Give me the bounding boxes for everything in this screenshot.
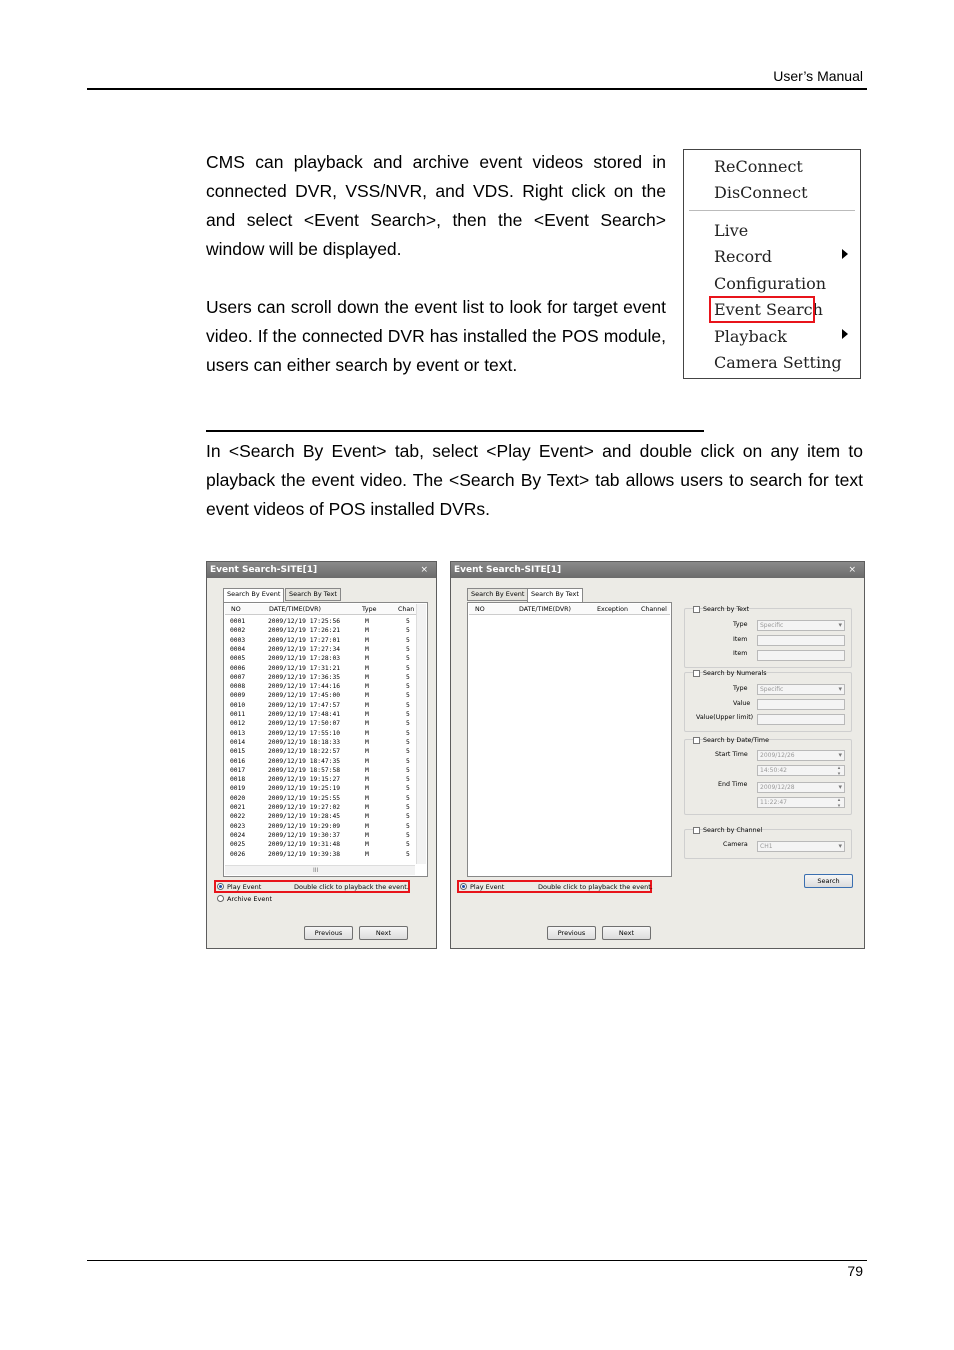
text-item-input[interactable] [757,635,845,646]
play-event-radio[interactable] [460,883,467,890]
event-search-window-text [450,561,865,949]
cell-channel: 5 [406,645,410,653]
cell-datetime: 2009/12/19 18:22:57 [268,748,341,756]
cell-no: 0018 [230,776,246,784]
event-search-highlight [709,296,815,323]
previous-button[interactable]: Previous [547,926,596,940]
text-type-label: Type [733,621,748,628]
text-item-label-2: Item [733,650,748,657]
search-by-datetime-checkbox[interactable] [693,737,700,744]
cell-datetime: 2009/12/19 19:39:38 [268,850,341,858]
search-by-channel-group [684,829,852,859]
column-no[interactable]: NO [475,606,485,613]
cell-channel: 5 [406,636,410,644]
header-rule [87,88,867,90]
cell-no: 0006 [230,664,246,672]
submenu-arrow-icon [842,249,848,259]
cell-channel: 5 [406,618,410,625]
event-search-window-event [206,561,437,949]
cell-no: 0017 [230,766,246,774]
cell-datetime: 2009/12/19 17:25:56 [268,618,341,625]
table-row[interactable] [224,795,415,804]
cell-datetime: 2009/12/19 19:25:19 [268,785,341,793]
cell-datetime: 2009/12/19 17:36:35 [268,673,341,681]
next-button[interactable]: Next [359,926,408,940]
cell-type: M [365,645,369,653]
cell-type: M [365,850,369,858]
cell-type: M [365,701,369,709]
close-icon[interactable]: × [420,565,428,575]
numerals-type-select[interactable]: Specific ▾ [757,684,845,695]
cell-channel: 5 [406,822,410,830]
table-row[interactable] [224,739,415,748]
cell-type: M [365,794,369,802]
table-row[interactable] [224,823,415,832]
start-time-spinner[interactable]: 14:50:42 ▴▾ [757,765,845,776]
cell-no: 0025 [230,841,246,849]
end-time-label: End Time [718,781,748,788]
cell-type: M [365,738,369,746]
table-row[interactable] [224,655,415,664]
search-by-text-label: Search by Text [703,606,750,613]
numerals-upper-input[interactable] [757,714,845,725]
cell-type: M [365,673,369,681]
previous-button[interactable]: Previous [304,926,353,940]
menu-item-playback[interactable]: Playback [714,327,787,346]
cell-no: 0008 [230,683,246,691]
search-by-event-paragraph: In <Search By Event> tab, select <Play Event> and double click on any item to playback the event video. The <Search By Text> tab allows users to search for text event videos of POS installed DVRs. [206,441,863,519]
table-row[interactable] [224,702,415,711]
table-row[interactable] [224,813,415,822]
cell-channel: 5 [406,757,410,765]
vertical-scrollbar[interactable] [416,604,426,864]
menu-item-record[interactable]: Record [714,247,772,266]
archive-event-label: Archive Event [227,895,273,903]
cell-type: M [365,748,369,756]
scroll-paragraph: Users can scroll down the event list to look for target event video. If the connected DVR has installed the POS module, users can either search by event or text. [206,297,666,375]
play-event-label: Play Event [470,883,505,891]
window-title: Event Search-SITE[1] [207,562,436,578]
archive-event-radio[interactable] [217,895,224,902]
column-datetime[interactable]: DATE/TIME(DVR) [519,606,571,613]
cell-no: 0013 [230,729,246,737]
search-by-text-checkbox[interactable] [693,606,700,613]
column-type[interactable]: Type [362,606,377,613]
search-by-channel-checkbox[interactable] [693,827,700,834]
text-type-select[interactable]: Specific ▾ [757,620,845,631]
numerals-value-label: Value [733,700,751,707]
search-button[interactable]: Search [804,874,853,888]
cell-channel: 5 [406,701,410,709]
cell-no: 0016 [230,757,246,765]
table-row[interactable] [224,646,415,655]
cell-type: M [365,627,369,635]
cell-type: M [365,813,369,821]
cell-type: M [365,618,369,625]
text-item-label: Item [733,636,748,643]
cell-channel: 5 [406,692,410,700]
intro-paragraph: CMS can playback and archive event videos stored in connected DVR, VSS/NVR, and VDS. Right click on the and select <Event Search>, then the <Event Search> window will be displayed. [206,152,666,259]
cell-datetime: 2009/12/19 17:50:07 [268,720,341,728]
menu-item-camera-setting[interactable]: Camera Setting [714,353,842,372]
cell-datetime: 2009/12/19 19:31:48 [268,841,341,849]
table-row[interactable] [224,758,415,767]
numerals-type-label: Type [733,685,748,692]
play-event-label: Play Event [227,883,262,891]
cell-datetime: 2009/12/19 18:18:33 [268,738,341,746]
table-row[interactable] [224,627,415,636]
tab-search-by-text[interactable]: Search By Text [285,588,341,601]
table-row[interactable] [224,730,415,739]
camera-label: Camera [723,841,748,848]
cell-channel: 5 [406,813,410,821]
numerals-upper-label: Value(Upper limit) [696,714,754,721]
table-row[interactable] [224,804,415,813]
cell-datetime: 2009/12/19 17:45:00 [268,692,341,700]
page-number: 79 [847,1263,863,1279]
cell-no: 0012 [230,720,246,728]
cell-type: M [365,655,369,663]
cell-channel: 5 [406,794,410,802]
end-date-picker[interactable]: 2009/12/28 ▾ [757,782,845,793]
cell-datetime: 2009/12/19 17:44:16 [268,683,341,691]
cell-channel: 5 [406,738,410,746]
cell-channel: 5 [406,766,410,774]
section-rule [206,430,704,432]
menu-item-configuration[interactable]: Configuration [714,274,827,293]
cell-type: M [365,831,369,839]
cell-channel: 5 [406,711,410,718]
search-by-datetime-group [684,739,852,815]
cell-type: M [365,720,369,728]
cell-no: 0022 [230,813,246,821]
cell-type: M [365,785,369,793]
cell-channel: 5 [406,785,410,793]
cell-channel: 5 [406,627,410,635]
cell-type: M [365,804,369,811]
cell-no: 0003 [230,636,246,644]
search-by-numerals-group [684,672,852,732]
cell-datetime: 2009/12/19 19:28:45 [268,813,341,821]
cell-no: 0007 [230,673,246,681]
menu-separator [689,210,855,211]
play-event-hint: Double click to playback the event. [294,883,409,891]
cell-channel: 5 [406,673,410,681]
cell-no: 0002 [230,627,246,635]
search-by-numerals-checkbox[interactable] [693,670,700,677]
search-by-channel-label: Search by Channel [703,827,763,834]
cell-no: 0004 [230,645,246,653]
table-row[interactable] [224,692,415,701]
table-row[interactable] [224,851,415,860]
cell-datetime: 2009/12/19 17:26:21 [268,627,341,635]
cell-channel: 5 [406,720,410,728]
cell-datetime: 2009/12/19 17:47:57 [268,701,341,709]
table-row[interactable] [224,720,415,729]
start-date-picker[interactable]: 2009/12/26 ▾ [757,750,845,761]
search-by-numerals-label: Search by Numerals [703,670,767,677]
table-row[interactable] [224,711,415,720]
event-list[interactable] [223,602,428,877]
start-time-label: Start Time [715,751,748,758]
camera-select[interactable]: CH1 ▾ [757,841,845,852]
table-row[interactable] [224,748,415,757]
cell-datetime: 2009/12/19 17:31:21 [268,664,341,672]
cell-channel: 5 [406,804,410,811]
text-event-list[interactable] [467,602,672,877]
window-title: Event Search-SITE[1] [451,562,864,578]
cell-type: M [365,711,369,718]
cell-channel: 5 [406,850,410,858]
column-channel[interactable]: Chan [398,606,415,613]
cell-no: 0010 [230,701,246,709]
running-header: User’s Manual [773,68,863,84]
tab-search-by-event[interactable]: Search By Event [467,588,528,601]
cell-type: M [365,692,369,700]
cell-no: 0019 [230,785,246,793]
menu-item-live[interactable]: Live [714,221,749,240]
cell-type: M [365,766,369,774]
tab-search-by-event[interactable]: Search By Event [223,588,284,602]
column-exception[interactable]: Exception [597,606,628,613]
close-icon[interactable]: × [848,565,856,575]
cell-datetime: 2009/12/19 18:47:35 [268,757,341,765]
table-row[interactable] [224,674,415,683]
cell-no: 0020 [230,794,246,802]
menu-item-disconnect[interactable]: DisConnect [714,183,808,202]
cell-type: M [365,822,369,830]
cell-no: 0009 [230,692,246,700]
list-header [469,604,670,615]
cell-datetime: 2009/12/19 19:25:55 [268,794,341,802]
search-by-text-group [684,608,852,668]
cell-datetime: 2009/12/19 17:27:01 [268,636,341,644]
cell-type: M [365,841,369,849]
play-event-radio[interactable] [217,883,224,890]
table-row[interactable] [224,767,415,776]
table-row[interactable] [224,776,415,785]
cell-type: M [365,757,369,765]
cell-channel: 5 [406,683,410,691]
cell-datetime: 2009/12/19 19:29:09 [268,822,341,830]
cell-type: M [365,776,369,784]
cell-no: 0005 [230,655,246,663]
cell-no: 0001 [230,618,246,625]
table-row[interactable] [224,785,415,794]
cell-no: 0011 [230,711,246,718]
cell-channel: 5 [406,729,410,737]
cell-channel: 5 [406,841,410,849]
cell-datetime: 2009/12/19 17:55:10 [268,729,341,737]
menu-item-reconnect[interactable]: ReConnect [714,157,803,176]
cell-no: 0024 [230,831,246,839]
table-row[interactable] [224,832,415,841]
menu-item-event-search[interactable]: Event Search [714,300,823,319]
column-channel[interactable]: Channel [641,606,667,613]
table-row[interactable] [224,618,415,627]
table-row[interactable] [224,683,415,692]
search-by-datetime-label: Search by Date/Time [703,737,769,744]
tab-search-by-text[interactable]: Search By Text [527,588,583,602]
cell-datetime: 2009/12/19 19:30:37 [268,831,341,839]
table-row[interactable] [224,637,415,646]
cell-datetime: 2009/12/19 19:27:02 [268,804,341,811]
cell-datetime: 2009/12/19 17:27:34 [268,645,341,653]
cell-type: M [365,683,369,691]
column-no[interactable]: NO [231,606,241,613]
context-menu [683,149,861,379]
cell-no: 0015 [230,748,246,756]
cell-type: M [365,636,369,644]
table-row[interactable] [224,665,415,674]
cell-channel: 5 [406,655,410,663]
end-time-spinner[interactable]: 11:22:47 ▴▾ [757,797,845,808]
cell-no: 0026 [230,850,246,858]
cell-no: 0014 [230,738,246,746]
column-datetime[interactable]: DATE/TIME(DVR) [269,606,321,613]
cell-channel: 5 [406,831,410,839]
cell-datetime: 2009/12/19 19:15:27 [268,776,341,784]
cell-datetime: 2009/12/19 17:28:03 [268,655,341,663]
cell-no: 0023 [230,822,246,830]
cell-no: 0021 [230,804,246,811]
table-row[interactable] [224,841,415,850]
cell-channel: 5 [406,748,410,756]
horizontal-scrollbar[interactable] [225,865,415,875]
submenu-arrow-icon [842,329,848,339]
scroll-grip: III [313,867,319,874]
play-event-hint: Double click to playback the event. [538,883,653,891]
next-button[interactable]: Next [602,926,651,940]
cell-type: M [365,664,369,672]
cell-datetime: 2009/12/19 18:57:58 [268,766,341,774]
cell-channel: 5 [406,664,410,672]
cell-channel: 5 [406,776,410,784]
numerals-value-input[interactable] [757,699,845,710]
cell-type: M [365,729,369,737]
footer-rule [87,1260,867,1261]
text-item-input-2[interactable] [757,650,845,661]
list-header [225,604,426,615]
cell-datetime: 2009/12/19 17:48:41 [268,711,341,718]
